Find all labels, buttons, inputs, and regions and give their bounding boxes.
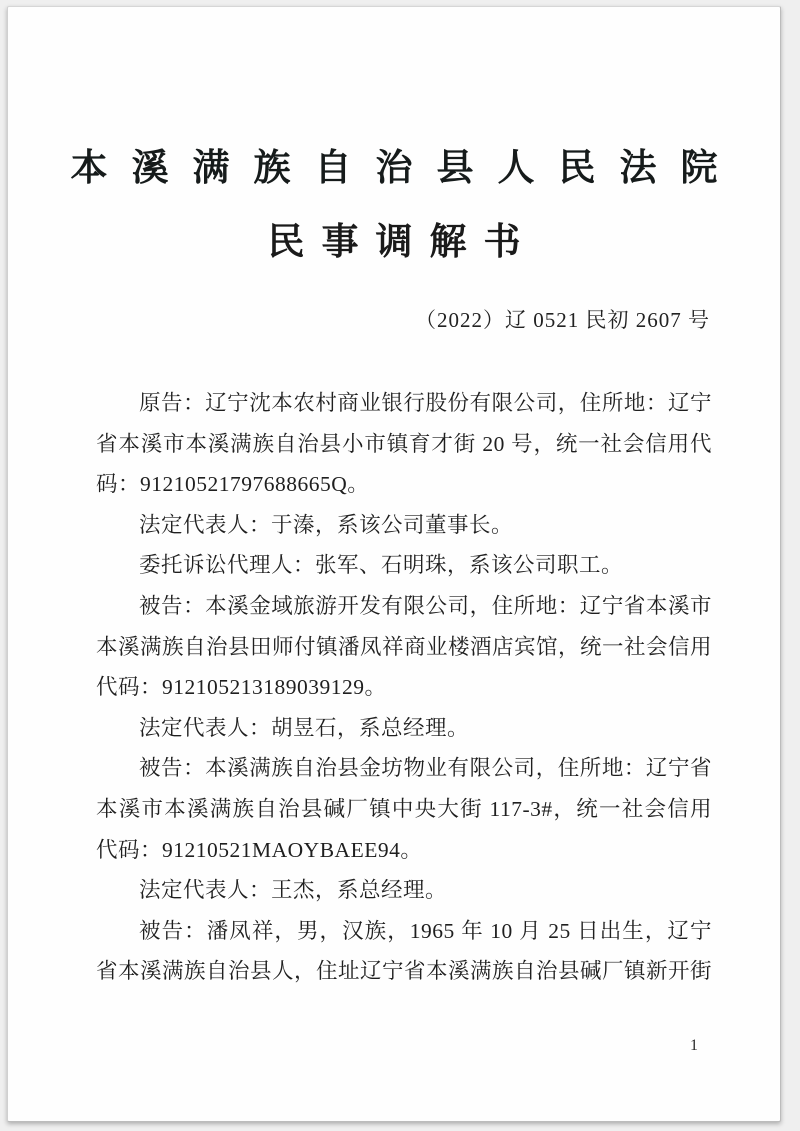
- document-body: [96, 383, 712, 992]
- document-line: 被告：本溪金域旅游开发有限公司，住所地：辽宁省本溪市: [139, 593, 712, 618]
- document-line: 法定代表人：于溱，系该公司董事长。: [139, 512, 514, 537]
- document-line: 本溪满族自治县田师付镇潘凤祥商业楼酒店宾馆，统一社会信用: [96, 634, 712, 659]
- document-type-title: 民事调解书: [267, 221, 538, 262]
- document-line: 法定代表人：王杰，系总经理。: [139, 878, 448, 903]
- document-line: 委托诉讼代理人：张军、石明珠，系该公司职工。: [139, 553, 624, 578]
- document-line: 被告：本溪满族自治县金坊物业有限公司，住所地：辽宁省: [139, 756, 712, 781]
- page-number: 1: [690, 1037, 698, 1054]
- document-line: 省本溪满族自治县人，住址辽宁省本溪满族自治县碱厂镇新开街: [96, 959, 712, 984]
- document-line: 被告：潘凤祥，男，汉族，1965 年 10 月 25 日出生，辽宁: [139, 918, 712, 943]
- case-number: （2022）辽 0521 民初 2607 号: [415, 308, 710, 332]
- document-line: 代码：912105213189039129。: [96, 675, 387, 700]
- document-line: 代码：91210521MAOYBAEE94。: [96, 837, 423, 862]
- document-line: 法定代表人：胡昱石，系总经理。: [139, 715, 470, 740]
- document-line: 省本溪市本溪满族自治县小市镇育才街 20 号，统一社会信用代: [96, 431, 712, 456]
- document-line: 码：91210521797688665Q。: [96, 472, 370, 497]
- document-line: 原告：辽宁沈本农村商业银行股份有限公司，住所地：辽宁: [139, 391, 712, 415]
- document-line: 本溪市本溪满族自治县碱厂镇中央大街 117-3#，统一社会信用: [96, 796, 712, 821]
- document-page: [7, 6, 781, 1122]
- court-name-title: 本溪满族自治县人民法院: [70, 147, 742, 188]
